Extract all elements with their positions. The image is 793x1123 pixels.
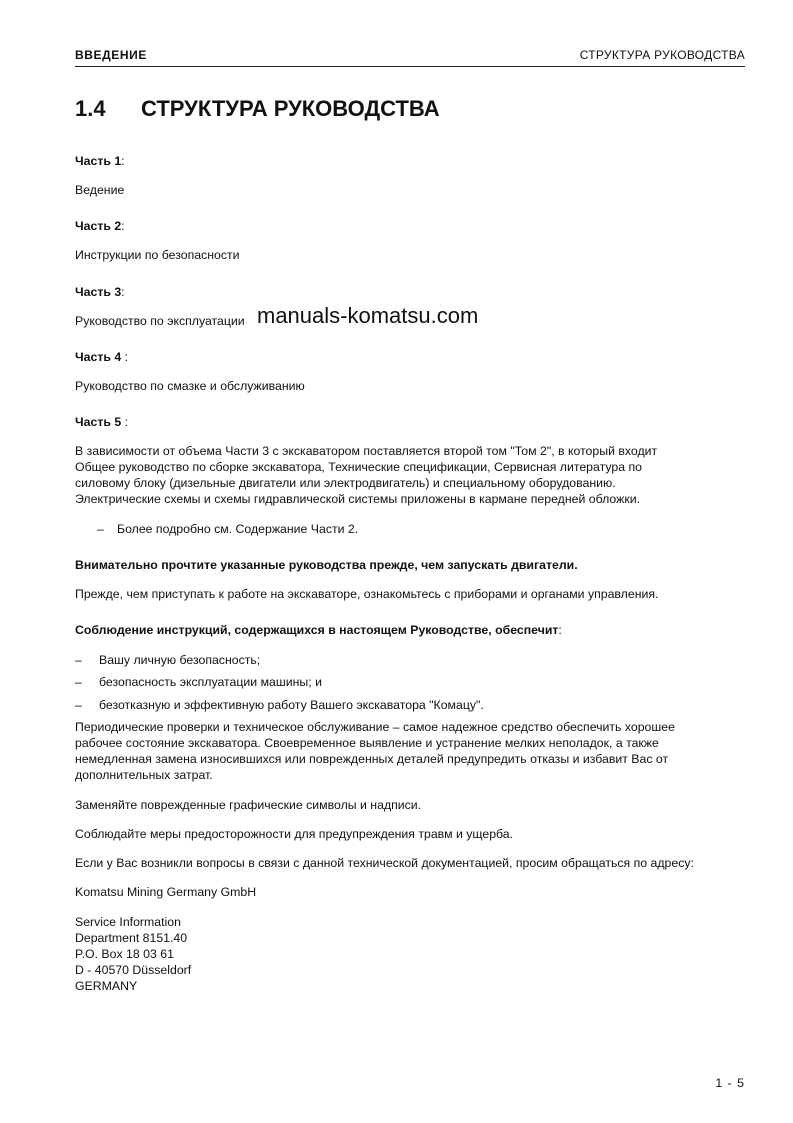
title-number: 1.4 xyxy=(75,96,106,121)
before-work-text: Прежде, чем приступать к работе на экскаваторе, ознакомьтесь с приборами и органами управления. xyxy=(75,587,659,601)
part-2-desc: Инструкции по безопасности xyxy=(75,248,240,262)
part-suffix: : xyxy=(121,219,125,233)
part-3-heading xyxy=(75,284,125,300)
part-1-heading xyxy=(75,153,125,169)
compliance-heading-text: Соблюдение инструкций, содержащихся в настоящем Руководстве, обеспечит xyxy=(75,623,559,637)
address-line: Service Information xyxy=(75,915,181,929)
watermark-text: manuals-komatsu.com xyxy=(257,303,479,328)
part-1-desc: Ведение xyxy=(75,183,125,197)
part-label: Часть 4 xyxy=(75,350,122,364)
part-label: Часть 1 xyxy=(75,154,122,168)
part-4-desc: Руководство по смазке и обслуживанию xyxy=(75,379,305,393)
title-text: СТРУКТУРА РУКОВОДСТВА xyxy=(141,96,440,121)
read-carefully-notice: Внимательно прочтите указанные руководства прежде, чем запускать двигатели. xyxy=(75,558,578,572)
bullet-item: безотказную и эффективную работу Вашего экскаватора "Комацу". xyxy=(99,698,484,712)
page-header xyxy=(75,46,745,67)
part-label: Часть 2 xyxy=(75,219,122,233)
paragraph-line: дополнительных затрат. xyxy=(75,768,213,782)
bullet-item: Вашу личную безопасность; xyxy=(99,653,261,667)
header-chapter: СТРУКТУРА РУКОВОДСТВА xyxy=(579,48,745,62)
part-label: Часть 5 xyxy=(75,415,122,429)
part-5-paragraph xyxy=(75,443,657,507)
paragraph-line: Общее руководство по сборке экскаватора, Технические спецификации, Сервисная литература по xyxy=(75,460,642,474)
part-label: Часть 3 xyxy=(75,285,122,299)
part-suffix: : xyxy=(121,415,128,429)
bullet-dash: – xyxy=(75,698,82,712)
address-block xyxy=(75,914,191,994)
precautions-text: Соблюдайте меры предосторожности для предупреждения травм и ущерба. xyxy=(75,827,514,841)
paragraph-line: рабочее состояние экскаватора. Своевременное выявление и устранение мелких неполадок, а также xyxy=(75,736,659,750)
replace-symbols-text: Заменяйте поврежденные графические символы и надписи. xyxy=(75,798,422,812)
compliance-heading xyxy=(75,622,562,638)
page-number: 1 - 5 xyxy=(715,1076,745,1090)
part-suffix: : xyxy=(121,285,125,299)
contact-text: Если у Вас возникли вопросы в связи с данной технической документацией, просим обращаться по адресу: xyxy=(75,856,694,870)
address-line: D - 40570 Düsseldorf xyxy=(75,963,192,977)
bullet-item: безопасность эксплуатации машины; и xyxy=(99,675,322,689)
header-section: ВВЕДЕНИЕ xyxy=(75,48,147,62)
compliance-colon: : xyxy=(558,623,562,637)
page-title xyxy=(75,96,440,122)
paragraph-line: В зависимости от объема Части 3 с экскаватором поставляется второй том "Том 2", в который входит xyxy=(75,444,658,458)
part-3-desc: Руководство по эксплуатации xyxy=(75,314,245,328)
address-line: Department 8151.40 xyxy=(75,931,188,945)
part-suffix: : xyxy=(121,350,128,364)
address-line: P.O. Box 18 03 61 xyxy=(75,947,174,961)
part-2-heading xyxy=(75,218,125,234)
paragraph-line: силовому блоку (дизельные двигатели или электродвигатель) и специальному оборудованию. xyxy=(75,476,616,490)
address-line: GERMANY xyxy=(75,979,138,993)
maintenance-paragraph xyxy=(75,719,675,783)
part-4-heading xyxy=(75,349,128,365)
paragraph-line: немедленная замена износившихся или поврежденных деталей предупредить отказы и избавит Вас от xyxy=(75,752,669,766)
bullet-dash: – xyxy=(75,675,82,689)
part-5-heading xyxy=(75,414,128,430)
part-suffix: : xyxy=(121,154,125,168)
note-dash: – xyxy=(97,522,104,536)
paragraph-line: Электрические схемы и схемы гидравлической системы приложены в кармане передней обложки. xyxy=(75,492,640,506)
company-name: Komatsu Mining Germany GmbH xyxy=(75,885,257,899)
paragraph-line: Периодические проверки и техническое обслуживание – самое надежное средство обеспечить хорошее xyxy=(75,720,675,734)
bullet-dash: – xyxy=(75,653,82,667)
part-5-note: Более подробно см. Содержание Части 2. xyxy=(117,522,359,536)
